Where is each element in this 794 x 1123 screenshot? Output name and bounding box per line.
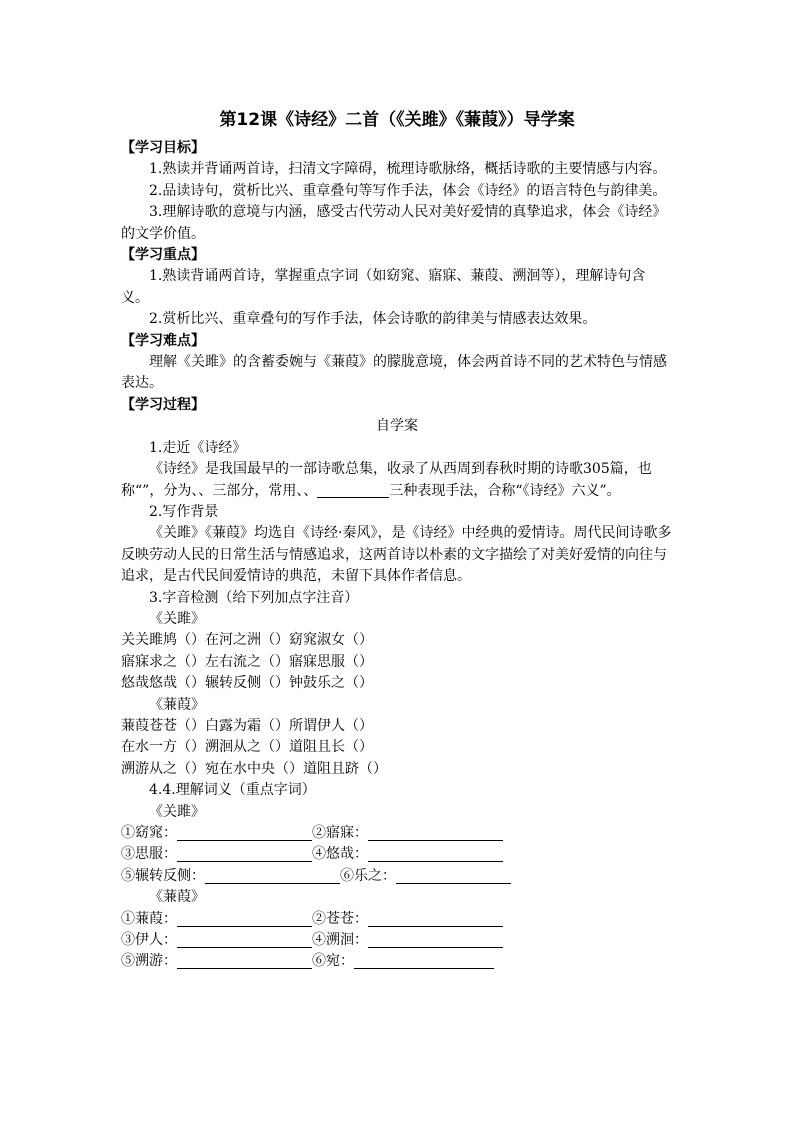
term-row — [121, 866, 673, 887]
key-item: 2.赏析比兴、重章叠句的写作手法，体会诗歌的韵律美与情感表达效果。 — [149, 311, 597, 328]
poem-title: 《蒹葭》 — [149, 889, 205, 906]
part2-text: 《关雎》《蒹葭》均选自《诗经·秦风》，是《诗经》中经典的爱情诗。周代民间诗歌多反映劳动人民的日常生活与情感追求，这两首诗以朴素的文字描绘了对美好爱情的向往与追求，是古代民间爱情诗的典范，未留下具体作者信息。 — [121, 525, 672, 585]
section-heading-key: 【学习重点】 — [121, 247, 205, 264]
answer-line[interactable] — [368, 932, 503, 948]
part3-heading: 3.字音检测（给下列加点字注音） — [149, 589, 359, 606]
difficulty-text: 理解《关雎》的含蓄委婉与《蒹葭》的朦胧意境，体会两首诗不同的艺术特色与情感表达。 — [121, 354, 667, 392]
term-label: ⑤辗转反侧： — [121, 867, 205, 884]
section-heading-process: 【学习过程】 — [121, 396, 205, 413]
term-label: ②苍苍： — [312, 910, 368, 927]
poem-title: 《关雎》 — [149, 803, 205, 820]
fill-blank[interactable] — [317, 483, 389, 498]
pinyin-line: 寤寐求之（）左右流之（）寤寐思服（） — [121, 653, 373, 670]
part1-heading: 1.走近《诗经》 — [149, 439, 247, 456]
part1-text-b: 三种表现手法，合称“《诗经》六义”。 — [389, 482, 621, 499]
answer-line[interactable] — [396, 868, 511, 884]
term-label: ①窈窕： — [121, 825, 177, 841]
pinyin-line: 在水一方（）溯洄从之（）道阻且长（） — [121, 739, 373, 756]
term-label: ④溯洄： — [312, 932, 368, 949]
poem-title: 《关雎》 — [149, 610, 205, 627]
term-label: ④悠哉： — [312, 846, 368, 863]
term-label: ⑥乐之： — [340, 867, 396, 884]
pinyin-line: 蒹葭苍苍（）白露为霜（）所谓伊人（） — [121, 717, 373, 734]
answer-line[interactable] — [177, 846, 312, 862]
answer-line[interactable] — [205, 868, 340, 884]
part1-text — [121, 459, 673, 502]
term-row — [121, 951, 673, 972]
term-row — [121, 844, 673, 865]
answer-line[interactable] — [177, 932, 312, 948]
term-label: ②寤寐： — [312, 825, 368, 841]
term-row — [121, 909, 673, 930]
term-label: ③伊人： — [121, 932, 177, 949]
section-heading-goals: 【学习目标】 — [121, 140, 205, 156]
goal-item: 3.理解诗歌的意境与内涵，感受古代劳动人民对美好爱情的真挚追求，体会《诗经》的文学价值。 — [121, 204, 667, 242]
answer-line[interactable] — [177, 825, 312, 841]
term-label: ⑤溯游： — [121, 953, 177, 970]
part2-heading: 2.写作背景 — [149, 503, 219, 520]
term-label: ①蒹葭： — [121, 910, 177, 927]
page-title: 第12课《诗经》二首（《关雎》《蒹葭》）导学案 — [219, 110, 575, 130]
self-study-heading: 自学案 — [376, 418, 418, 435]
pinyin-line: 关关雎鸠（）在河之洲（）窈窕淑女（） — [121, 632, 373, 649]
term-label: ③思服： — [121, 846, 177, 863]
answer-line[interactable] — [177, 911, 312, 927]
key-item: 1.熟读背诵两首诗，掌握重点字词（如窈窕、寤寐、蒹葭、溯洄等），理解诗句含义。 — [121, 268, 646, 306]
answer-line[interactable] — [368, 825, 503, 841]
answer-line[interactable] — [368, 911, 503, 927]
part1-text-a: 《诗经》是我国最早的一部诗歌总集，收录了从西周到春秋时期的诗歌305篇，也称“”，分为、、三部分，常用、、 — [121, 461, 652, 499]
goal-item: 1.熟读并背诵两首诗，扫清文字障碍，梳理诗歌脉络，概括诗歌的主要情感与内容。 — [149, 161, 667, 178]
term-row — [121, 823, 673, 844]
pinyin-line: 溯游从之（）宛在水中央（）道阻且跻（） — [121, 760, 387, 777]
worksheet-body — [121, 138, 673, 973]
poem-title: 《蒹葭》 — [149, 696, 205, 713]
term-label: ⑥宛： — [312, 953, 354, 970]
pinyin-line: 悠哉悠哉（）辗转反侧（）钟鼓乐之（） — [121, 675, 373, 692]
section-heading-difficulty: 【学习难点】 — [121, 332, 205, 349]
term-row — [121, 930, 673, 951]
answer-line[interactable] — [368, 846, 503, 862]
goal-item: 2.品读诗句，赏析比兴、重章叠句等写作手法，体会《诗经》的语言特色与韵律美。 — [149, 182, 667, 199]
answer-line[interactable] — [354, 953, 494, 969]
part4-heading: 4.4.理解词义（重点字词） — [149, 782, 316, 799]
answer-line[interactable] — [177, 953, 312, 969]
